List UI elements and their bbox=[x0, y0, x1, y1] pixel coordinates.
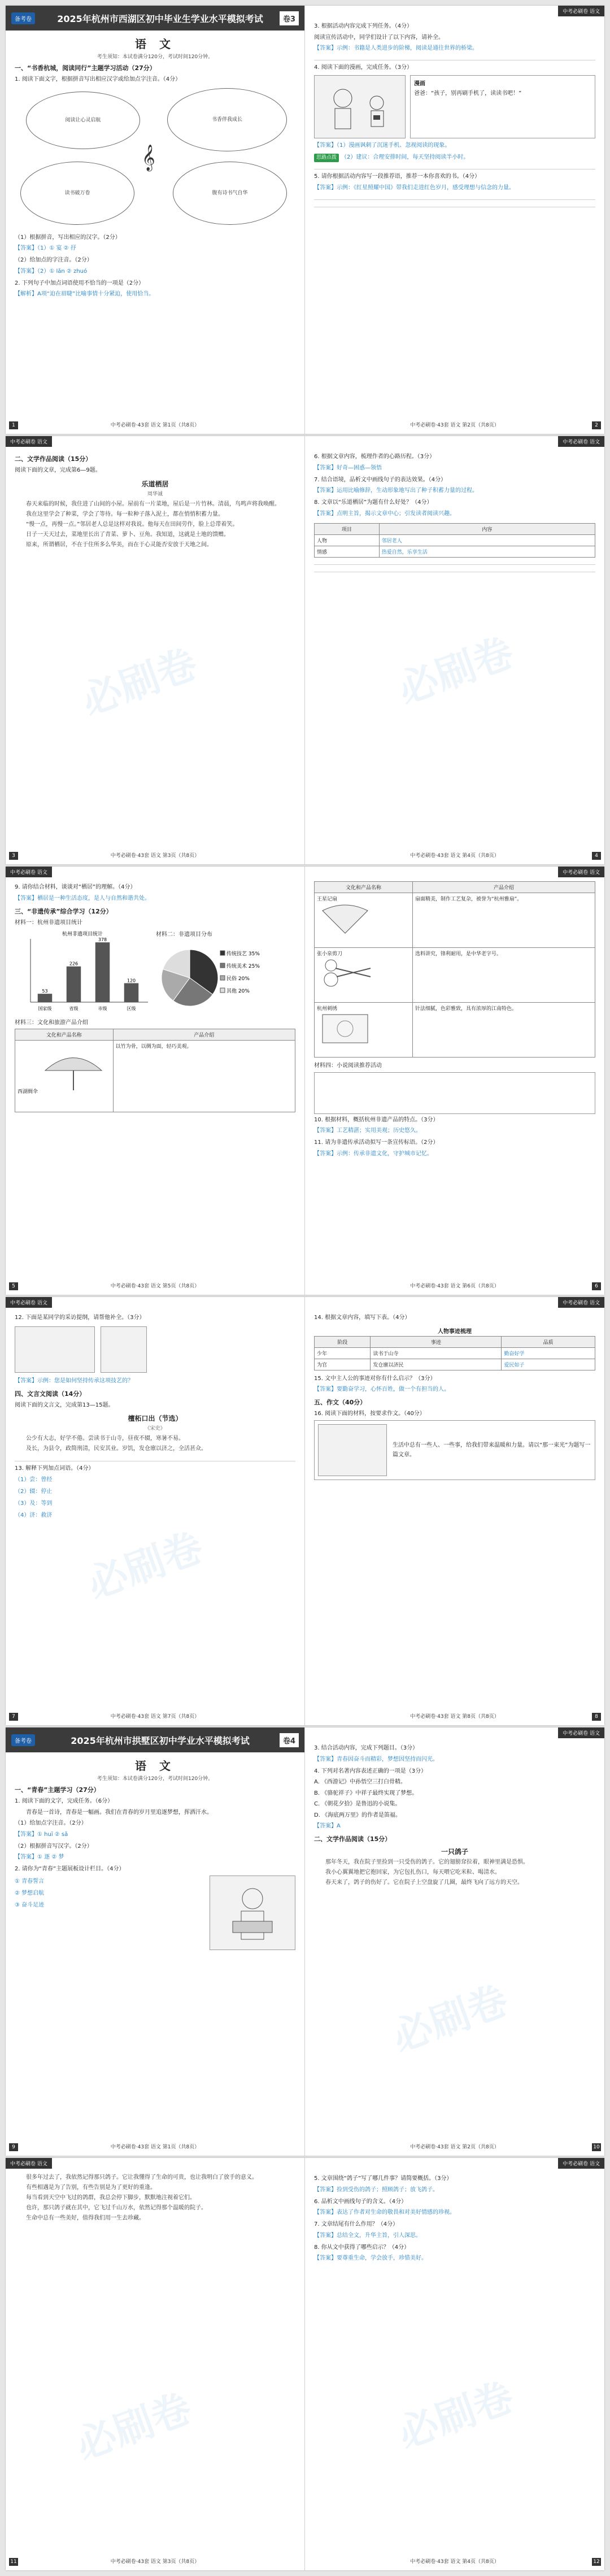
page-number: 3 bbox=[9, 852, 18, 860]
essay-title: 檀柘口出（节选） bbox=[128, 1415, 182, 1422]
music-note-icon: 𝄞 bbox=[142, 144, 155, 171]
pie-chart bbox=[156, 941, 280, 1015]
exam-meta: 考生须知：本试卷满分120分，考试时间120分钟。 bbox=[97, 1776, 213, 1782]
person-image bbox=[101, 1326, 147, 1373]
table-header: 内容 bbox=[379, 523, 595, 534]
side-tab: 中考必刷卷 语文 bbox=[6, 1297, 52, 1308]
section-title: 二、文学作品阅读（15分） bbox=[15, 455, 92, 463]
answer-6: 【答案】好奇—困惑—领悟 bbox=[314, 464, 382, 471]
product-name: 王星记扇 bbox=[317, 897, 338, 902]
page-5 bbox=[6, 867, 305, 1295]
table-header: 文化和产品名称 bbox=[315, 882, 413, 893]
comic-note bbox=[410, 75, 595, 138]
table-row bbox=[315, 546, 595, 557]
page-3 bbox=[6, 436, 305, 864]
scissors-icon bbox=[317, 957, 373, 991]
table-cell: 为官 bbox=[315, 1359, 371, 1370]
side-tab: 中考必刷卷 语文 bbox=[6, 436, 52, 447]
page-number: 10 bbox=[592, 2143, 601, 2151]
bar bbox=[67, 967, 81, 1002]
exam-banner bbox=[6, 6, 304, 31]
page-number: 4 bbox=[592, 852, 601, 860]
question-1: 1. 阅读下面文字，根据拼音写出相应汉字或给加点字注音。（4分） bbox=[15, 76, 181, 82]
table-row bbox=[315, 1359, 595, 1370]
answer-line bbox=[314, 195, 595, 200]
table-row bbox=[315, 534, 595, 546]
answer-11: 【答案】示例：传承非遗文化，守护城市记忆。 bbox=[314, 1150, 433, 1157]
page-footer: 中考必刷卷·43套 语文 第3页（共8页） bbox=[110, 2559, 200, 2565]
table-row bbox=[315, 893, 595, 948]
answer-8: 【答案】要尊重生命，学会放手，珍惜美好。 bbox=[314, 2255, 427, 2261]
answer-3: 【答案】示例：书籍是人类进步的阶梯，阅读是通往世界的桥梁。 bbox=[314, 45, 478, 51]
question-3-text: 阅读宣传活动中，同学们设计了以下内容，请补全。 bbox=[314, 34, 444, 41]
banner-title: 2025年杭州市西湖区初中毕业生学业水平模拟考试 bbox=[57, 13, 263, 24]
prompt-image bbox=[318, 1424, 387, 1476]
comic-image bbox=[314, 75, 406, 138]
product-name: 杭州刺绣 bbox=[317, 1006, 338, 1012]
page-footer: 中考必刷卷·43套 语文 第1页（共8页） bbox=[110, 2144, 200, 2150]
watermark: 必刷卷 bbox=[81, 1524, 209, 1608]
table-title: 人物事迹梳理 bbox=[438, 1328, 472, 1335]
page-footer: 中考必刷卷·43套 语文 第4页（共8页） bbox=[410, 2559, 499, 2565]
material-4-box bbox=[314, 1072, 595, 1114]
side-tab: 中考必刷卷 语文 bbox=[558, 1728, 604, 1738]
question-7: 7. 文章结尾有什么作用？（4分） bbox=[314, 2221, 399, 2227]
product-table bbox=[15, 1029, 295, 1112]
spread-5 bbox=[6, 1728, 604, 2156]
question-14: 14. 根据文章内容，填写下表。（4分） bbox=[314, 1315, 411, 1321]
answer-3: 【答案】青春因奋斗而精彩，梦想因坚持而闪光。 bbox=[314, 1756, 438, 1763]
column-row bbox=[15, 1876, 295, 1950]
side-tab: 中考必刷卷 语文 bbox=[558, 436, 604, 447]
comic-title: 漫画 bbox=[414, 80, 425, 87]
essay-paragraph: 生命中总有一些美好，值得我们用一生去珍藏。 bbox=[26, 2215, 145, 2221]
table-cell: 发仓廪以济民 bbox=[371, 1359, 502, 1370]
material-4-title: 材料四：小说阅读推荐活动 bbox=[314, 1063, 382, 1069]
table-cell: 人物 bbox=[315, 534, 380, 546]
product-name: 张小泉剪刀 bbox=[317, 951, 343, 957]
page-footer: 中考必刷卷·43套 语文 第6页（共8页） bbox=[410, 1283, 499, 1289]
section-sub: 阅读下面的文言文，完成第13—15题。 bbox=[15, 1402, 114, 1408]
answer-4: 【答案】A bbox=[314, 1823, 341, 1829]
legend-swatch bbox=[220, 976, 225, 980]
table-header: 产品介绍 bbox=[113, 1029, 295, 1041]
table-row bbox=[315, 948, 595, 1003]
table-row bbox=[315, 1347, 595, 1359]
banner-num: 卷4 bbox=[280, 1733, 299, 1747]
page-footer: 中考必刷卷·43套 语文 第7页（共8页） bbox=[110, 1714, 200, 1720]
essay-paragraph: 及长，为县令，政简刑清，民安其业。岁饥，发仓廪以济之，全活甚众。 bbox=[26, 1446, 207, 1452]
answer-8: 【答案】点明主旨，揭示文章中心；引发读者阅读兴趣。 bbox=[314, 510, 455, 517]
essay-author: 周华诚 bbox=[147, 491, 163, 497]
answer-5: 【答案】示例：《红星照耀中国》带我们走进红色岁月，感受理想与信念的力量。 bbox=[314, 184, 515, 191]
page-number: 7 bbox=[9, 1713, 18, 1721]
cloud-2: 书香伴我成长 bbox=[167, 88, 287, 151]
table-cell bbox=[315, 948, 413, 1003]
legend-label: 民俗 20% bbox=[226, 976, 250, 982]
banner-num: 卷3 bbox=[280, 11, 299, 25]
table-cell: 以竹为骨，以绸为面，轻巧美观。 bbox=[113, 1041, 295, 1112]
fan-icon bbox=[317, 902, 373, 936]
page-footer: 中考必刷卷·43套 语文 第2页（共8页） bbox=[410, 423, 499, 428]
section-sub: 阅读下面的文章，完成第6—9题。 bbox=[15, 467, 101, 473]
essay-paragraph: 我在这里学会了种菜，学会了等待。每一粒种子落入泥土，都在悄悄积蓄力量。 bbox=[26, 511, 224, 517]
watermark: 必刷卷 bbox=[76, 640, 203, 725]
table-header: 品质 bbox=[502, 1336, 595, 1347]
banner-title: 2025年杭州市拱墅区初中学业水平模拟考试 bbox=[71, 1735, 250, 1746]
subject-title: 语 文 bbox=[135, 1759, 175, 1773]
column-item: ① 青春誓言 bbox=[15, 1878, 45, 1885]
page-6 bbox=[305, 867, 604, 1295]
essay-paragraph: 很多年过去了，我依然记得那只鸽子。它让我懂得了生命的可贵，也让我明白了放手的意义。 bbox=[26, 2174, 258, 2181]
question-8: 8. 你从文中获得了哪些启示？（4分） bbox=[314, 2244, 410, 2251]
bar-chart bbox=[15, 929, 150, 1013]
section-title: 一、“青春”主题学习（27分） bbox=[15, 1786, 100, 1794]
page-footer: 中考必刷卷·43套 语文 第4页（共8页） bbox=[410, 853, 499, 859]
spread-6 bbox=[6, 2158, 604, 2570]
page-2 bbox=[305, 6, 604, 434]
page-12 bbox=[305, 2158, 604, 2570]
summary-table bbox=[314, 523, 595, 558]
page-1 bbox=[6, 6, 305, 434]
answer-15: 【答案】要勤奋学习，心怀百姓，做一个有担当的人。 bbox=[314, 1386, 450, 1393]
watermark: 必刷卷 bbox=[392, 629, 520, 713]
legend-label: 传统技艺 35% bbox=[226, 951, 260, 957]
essay-paragraph: 也许，那只鸽子就在其中，它飞过千山万水，依然记得那个温暖的院子。 bbox=[26, 2205, 207, 2211]
answer-13-1: （1）尝：曾经 bbox=[15, 1476, 53, 1483]
section-title: 三、“非遗传承”综合学习（12分） bbox=[15, 907, 112, 915]
table-cell: 针法细腻，色彩雅致，具有浓厚的江南特色。 bbox=[412, 1003, 595, 1058]
table-header: 事迹 bbox=[371, 1336, 502, 1347]
essay-title: 乐道栖居 bbox=[141, 480, 169, 488]
side-tab: 中考必刷卷 语文 bbox=[558, 6, 604, 16]
question-9: 9. 请你结合材料，谈谈对“栖居”的理解。（4分） bbox=[15, 884, 136, 890]
essay-paragraph: 我小心翼翼地把它抱回家，为它包扎伤口，每天喂它吃米粒、喝清水。 bbox=[325, 1869, 500, 1876]
comic-row bbox=[314, 75, 595, 138]
material-2-title: 材料二：非遗项目分布 bbox=[156, 932, 212, 938]
cloud-board bbox=[15, 88, 295, 229]
question-16: 16. 阅读下面的材料，按要求作文。（40分） bbox=[314, 1411, 425, 1417]
tip-tag: 思路点拨 bbox=[314, 154, 339, 163]
divider bbox=[314, 55, 595, 60]
question-3: 3. 结合活动内容，完成下列题目。（3分） bbox=[314, 1745, 419, 1751]
cloud-3: 读书破万卷 bbox=[20, 162, 134, 225]
watermark: 必刷卷 bbox=[70, 2384, 198, 2469]
side-tab: 中考必刷卷 语文 bbox=[6, 2158, 52, 2169]
answer-6: 【答案】表达了作者对生命的敬畏和对美好情感的珍视。 bbox=[314, 2209, 455, 2216]
data-label: 53 bbox=[42, 989, 48, 994]
answer-1b: 【答案】① 逐 ② 梦 bbox=[15, 1854, 64, 1860]
question-4: 4. 阅读下面的漫画，完成任务。（3分） bbox=[314, 64, 413, 71]
question-2: 2. 下列句子中加点词语使用不恰当的一项是（2分） bbox=[15, 280, 145, 286]
question-1: 1. 阅读下面的文字，完成任务。（6分） bbox=[15, 1798, 114, 1804]
interview-image bbox=[15, 1326, 95, 1373]
question-1b: （2）根据拼音写汉字。（2分） bbox=[15, 1843, 93, 1850]
table-cell: 爱民如子 bbox=[502, 1359, 595, 1370]
product-table bbox=[314, 881, 595, 1058]
charts-row bbox=[15, 929, 295, 1017]
answer-7: 【答案】总结全文，升华主旨，引人深思。 bbox=[314, 2232, 421, 2239]
section-title: 四、文言文阅读（14分） bbox=[15, 1390, 86, 1398]
side-tab: 中考必刷卷 语文 bbox=[558, 867, 604, 877]
table-cell: 扇面精美，制作工艺复杂，被誉为“杭州雅扇”。 bbox=[412, 893, 595, 948]
answer-13-2: （2）辍：停止 bbox=[15, 1488, 53, 1495]
table-header: 产品介绍 bbox=[412, 882, 595, 893]
question-5: 5. 请你根据活动内容写一段推荐语，推荐一本你喜欢的书。（4分） bbox=[314, 173, 481, 180]
chart-title: 杭州非遗项目统计 bbox=[62, 932, 103, 937]
column-item: ② 梦想启航 bbox=[15, 1890, 45, 1896]
question-6: 6. 品析文中画线句子的含义。（4分） bbox=[314, 2198, 407, 2205]
answer-10: 【答案】工艺精湛；实用美观；历史悠久。 bbox=[314, 1128, 421, 1134]
option-a: A. 《西游记》中孙悟空三打白骨精。 bbox=[314, 1779, 407, 1785]
essay-paragraph: 春天来了，鸽子的伤好了。它在院子上空盘旋了几圈，最终飞向了远方的天空。 bbox=[325, 1879, 523, 1886]
essay-paragraph: 有些相遇是为了告别，有些告别是为了更好的重逢。 bbox=[26, 2185, 156, 2191]
essay-paragraph: 那年冬天，我在院子里捡到一只受伤的鸽子。它的翅膀耷拉着，眼神里满是恐惧。 bbox=[325, 1859, 529, 1865]
illustration-image bbox=[210, 1876, 295, 1950]
page-number: 8 bbox=[592, 1713, 601, 1721]
divider bbox=[314, 164, 595, 169]
essay-paragraph: 日子一天天过去，菜地里长出了青菜、萝卜、豆角。我知道，这就是土地的馈赠。 bbox=[26, 531, 229, 538]
essay-paragraph: 原来，所谓栖居，不在于住所多么华美，而在于心灵能否安放于天地之间。 bbox=[26, 541, 212, 548]
exam-banner bbox=[6, 1728, 304, 1752]
tick-label: 市级 bbox=[98, 1006, 107, 1011]
table-cell: 热爱自然，乐享生活 bbox=[379, 546, 595, 557]
tick-label: 省级 bbox=[69, 1006, 79, 1011]
option-d: D. 《海底两万里》的作者是笛福。 bbox=[314, 1812, 402, 1818]
question-7: 7. 结合语境，品析文中画线句子的表达效果。（4分） bbox=[314, 476, 447, 483]
comic-text: 爸爸：“孩子，别再刷手机了，读读书吧！” bbox=[414, 90, 522, 97]
option-c: C. 《朝花夕拾》是鲁迅的小说集。 bbox=[314, 1801, 401, 1807]
page-number: 6 bbox=[592, 1282, 601, 1290]
side-tab: 中考必刷卷 语文 bbox=[558, 2158, 604, 2169]
subject-title: 语 文 bbox=[135, 37, 175, 51]
table-cell: 邻居老人 bbox=[379, 534, 595, 546]
answer-1a: 【答案】（1）① 宴 ② 抒 bbox=[15, 245, 76, 251]
spread-4 bbox=[6, 1297, 604, 1725]
essay-prompt-box bbox=[314, 1420, 595, 1480]
answer-4: 【答案】（1）漫画讽刺了沉迷手机、忽视阅读的现象。 bbox=[314, 142, 451, 149]
watermark: 必刷卷 bbox=[392, 2373, 520, 2458]
page-footer: 中考必刷卷·43套 语文 第3页（共8页） bbox=[110, 853, 200, 859]
page-number: 1 bbox=[9, 421, 18, 429]
page-number: 5 bbox=[9, 1282, 18, 1290]
page-number: 11 bbox=[9, 2558, 18, 2566]
answer-line bbox=[314, 560, 595, 565]
page-footer: 中考必刷卷·43套 语文 第1页（共8页） bbox=[110, 423, 200, 428]
table-row bbox=[315, 1003, 595, 1058]
umbrella-icon bbox=[40, 1042, 107, 1093]
essay-author: 《宋史》 bbox=[145, 1426, 165, 1431]
answer-1a: 【答案】① huī ② sǎ bbox=[15, 1831, 68, 1838]
essay-paragraph: 春天来临的时候，我住进了山间的小屋。屋前有一片菜地，屋后是一片竹林。清晨，鸟鸣声将我唤醒。 bbox=[26, 501, 280, 507]
question-13: 13. 解释下列加点词语。（4分） bbox=[15, 1465, 94, 1472]
answer-13-4: （4）济：救济 bbox=[15, 1512, 53, 1518]
page-footer: 中考必刷卷·43套 语文 第5页（共8页） bbox=[110, 1283, 200, 1289]
comic-illustration-icon bbox=[315, 76, 405, 138]
option-b: B. 《骆驼祥子》中祥子最终实现了梦想。 bbox=[314, 1790, 418, 1796]
table-cell: 选料讲究，锋利耐用，是中华老字号。 bbox=[412, 948, 595, 1003]
essay-paragraph: 公少有大志，好学不倦。尝读书于山寺，昼夜不辍，寒暑不易。 bbox=[26, 1435, 184, 1442]
question-12: 12. 下面是某同学的采访提纲，请帮他补全。（3分） bbox=[15, 1315, 145, 1321]
essay-paragraph: 每当看到天空中飞过的鸽群，我总会停下脚步，默默地注视着它们。 bbox=[26, 2195, 195, 2201]
answer-4b: （2）建议：合理安排时间，每天坚持阅读半小时。 bbox=[341, 154, 469, 160]
essay-prompt: 生活中总有一些人、一些事，给我们带来温暖和力量。请以“那一束光”为题写一篇文章。 bbox=[393, 1442, 591, 1458]
question-4: 4. 下列对名著内容表述正确的一项是（3分） bbox=[314, 1768, 427, 1774]
side-tab: 中考必刷卷 语文 bbox=[6, 867, 52, 877]
legend-label: 其他 20% bbox=[226, 988, 250, 994]
table-header: 文化和产品名称 bbox=[15, 1029, 114, 1041]
reading-figure-icon bbox=[210, 1876, 295, 1950]
page-4 bbox=[305, 436, 604, 864]
page-number: 2 bbox=[592, 421, 601, 429]
answer-9: 【答案】栖居是一种生活态度，是人与自然和谐共处。 bbox=[15, 895, 150, 902]
table-header: 阶段 bbox=[315, 1336, 371, 1347]
legend-label: 传统美术 25% bbox=[226, 963, 260, 969]
answer-12: 【答案】示例：您是如何坚持传承这项技艺的？ bbox=[15, 1377, 133, 1384]
section-title: 五、作文（40分） bbox=[314, 1399, 367, 1406]
table-cell bbox=[315, 1003, 413, 1058]
page-10 bbox=[305, 1728, 604, 2156]
data-label: 120 bbox=[127, 978, 136, 984]
question-5: 5. 文章围绕“鸽子”写了哪几件事？请简要概括。（3分） bbox=[314, 2175, 452, 2182]
page-11 bbox=[6, 2158, 305, 2570]
divider bbox=[15, 1456, 295, 1461]
question-1b: （2）给加点的字注音。（2分） bbox=[15, 257, 93, 263]
bar bbox=[38, 994, 53, 1002]
data-label: 226 bbox=[69, 961, 79, 967]
answer-7: 【答案】运用比喻修辞，生动形象地写出了种子积蓄力量的过程。 bbox=[314, 488, 478, 494]
page-number: 12 bbox=[592, 2558, 601, 2566]
table-row bbox=[15, 1041, 295, 1112]
cloud-4: 腹有诗书气自华 bbox=[173, 162, 287, 225]
section-title: 一、“书香杭城，阅读同行”主题学习活动（27分） bbox=[15, 64, 156, 72]
deeds-table bbox=[314, 1336, 595, 1370]
side-tab: 中考必刷卷 语文 bbox=[558, 1297, 604, 1308]
bar bbox=[124, 983, 139, 1002]
spread-1 bbox=[6, 6, 604, 434]
question-1a: （1）给加点字注音。（2分） bbox=[15, 1820, 87, 1826]
tick-label: 国家级 bbox=[38, 1006, 52, 1011]
page-7 bbox=[6, 1297, 305, 1725]
answer-13-3: （3）及：等到 bbox=[15, 1500, 53, 1507]
interview-row bbox=[15, 1326, 295, 1373]
page-9 bbox=[6, 1728, 305, 2156]
embroidery-icon bbox=[317, 1012, 373, 1046]
essay-paragraph: “慢一点，再慢一点。”邻居老人总是这样对我说。他每天在田间劳作，脸上总带着笑。 bbox=[26, 521, 238, 528]
data-label: 378 bbox=[98, 937, 107, 943]
spread-3 bbox=[6, 867, 604, 1295]
table-cell: 少年 bbox=[315, 1347, 371, 1359]
question-3: 3. 根据活动内容完成下列任务。（4分） bbox=[314, 23, 413, 29]
question-6: 6. 根据文章内容，梳理作者的心路历程。（3分） bbox=[314, 454, 435, 460]
exam-meta: 考生须知：本试卷满分120分，考试时间120分钟。 bbox=[97, 54, 213, 60]
badge: 备考卷 bbox=[11, 1734, 35, 1746]
watermark: 必刷卷 bbox=[386, 1977, 514, 2061]
page-footer: 中考必刷卷·43套 语文 第2页（共8页） bbox=[410, 2144, 499, 2150]
page-8 bbox=[305, 1297, 604, 1725]
material-3-title: 材料三：文化和旅游产品介绍 bbox=[15, 1019, 88, 1026]
table-cell bbox=[15, 1041, 114, 1112]
material-1-title: 材料一：杭州非遗项目统计 bbox=[15, 919, 82, 926]
answer-line bbox=[314, 567, 595, 572]
bar bbox=[95, 942, 110, 1002]
table-cell bbox=[315, 893, 413, 948]
cloud-1: 阅读让心灵启航 bbox=[26, 92, 140, 149]
spread-2 bbox=[6, 436, 604, 864]
answer-1b: 【答案】（2）① lǎn ② zhuó bbox=[15, 268, 88, 275]
table-cell: 读书于山寺 bbox=[371, 1347, 502, 1359]
table-cell: 情感 bbox=[315, 546, 380, 557]
legend-swatch bbox=[220, 963, 225, 968]
product-name: 西湖绸伞 bbox=[18, 1089, 38, 1095]
question-8: 8. 文章以“乐道栖居”为题有什么好处？（4分） bbox=[314, 499, 433, 506]
question-11: 11. 请为非遗传承活动拟写一条宣传标语。（2分） bbox=[314, 1139, 439, 1146]
question-2: 2. 请你为“青春”主题展板设计栏目。（4分） bbox=[15, 1866, 125, 1872]
answer-line bbox=[314, 202, 595, 207]
essay-title: 一只鸽子 bbox=[441, 1848, 468, 1856]
column-item: ③ 奋斗足迹 bbox=[15, 1901, 45, 1908]
answer-2: 【解析】A项“迫在眉睫”比喻事情十分紧迫，使用恰当。 bbox=[15, 291, 155, 297]
question-15: 15. 文中主人公的事迹对你有什么启示？（3分） bbox=[314, 1375, 436, 1382]
legend-swatch bbox=[220, 951, 225, 955]
table-header: 项目 bbox=[315, 523, 380, 534]
question-1a: （1）根据拼音，写出相应的汉字。（2分） bbox=[15, 234, 121, 241]
question-10: 10. 根据材料，概括杭州非遗产品的特点。（3分） bbox=[314, 1116, 439, 1123]
page-number: 9 bbox=[9, 2143, 18, 2151]
table-cell: 勤奋好学 bbox=[502, 1347, 595, 1359]
tick-label: 区级 bbox=[127, 1006, 136, 1011]
badge: 备考卷 bbox=[11, 12, 35, 24]
page-footer: 中考必刷卷·43套 语文 第8页（共8页） bbox=[410, 1714, 499, 1720]
answer-5: 【答案】捡到受伤的鸽子；照顾鸽子；放飞鸽子。 bbox=[314, 2186, 438, 2193]
section-title: 二、文学作品阅读（15分） bbox=[314, 1835, 391, 1843]
legend-swatch bbox=[220, 988, 225, 993]
question-1-text: 青春是一首诗，青春是一幅画。我们在青春的岁月里追逐梦想，挥洒汗水。 bbox=[26, 1809, 212, 1816]
